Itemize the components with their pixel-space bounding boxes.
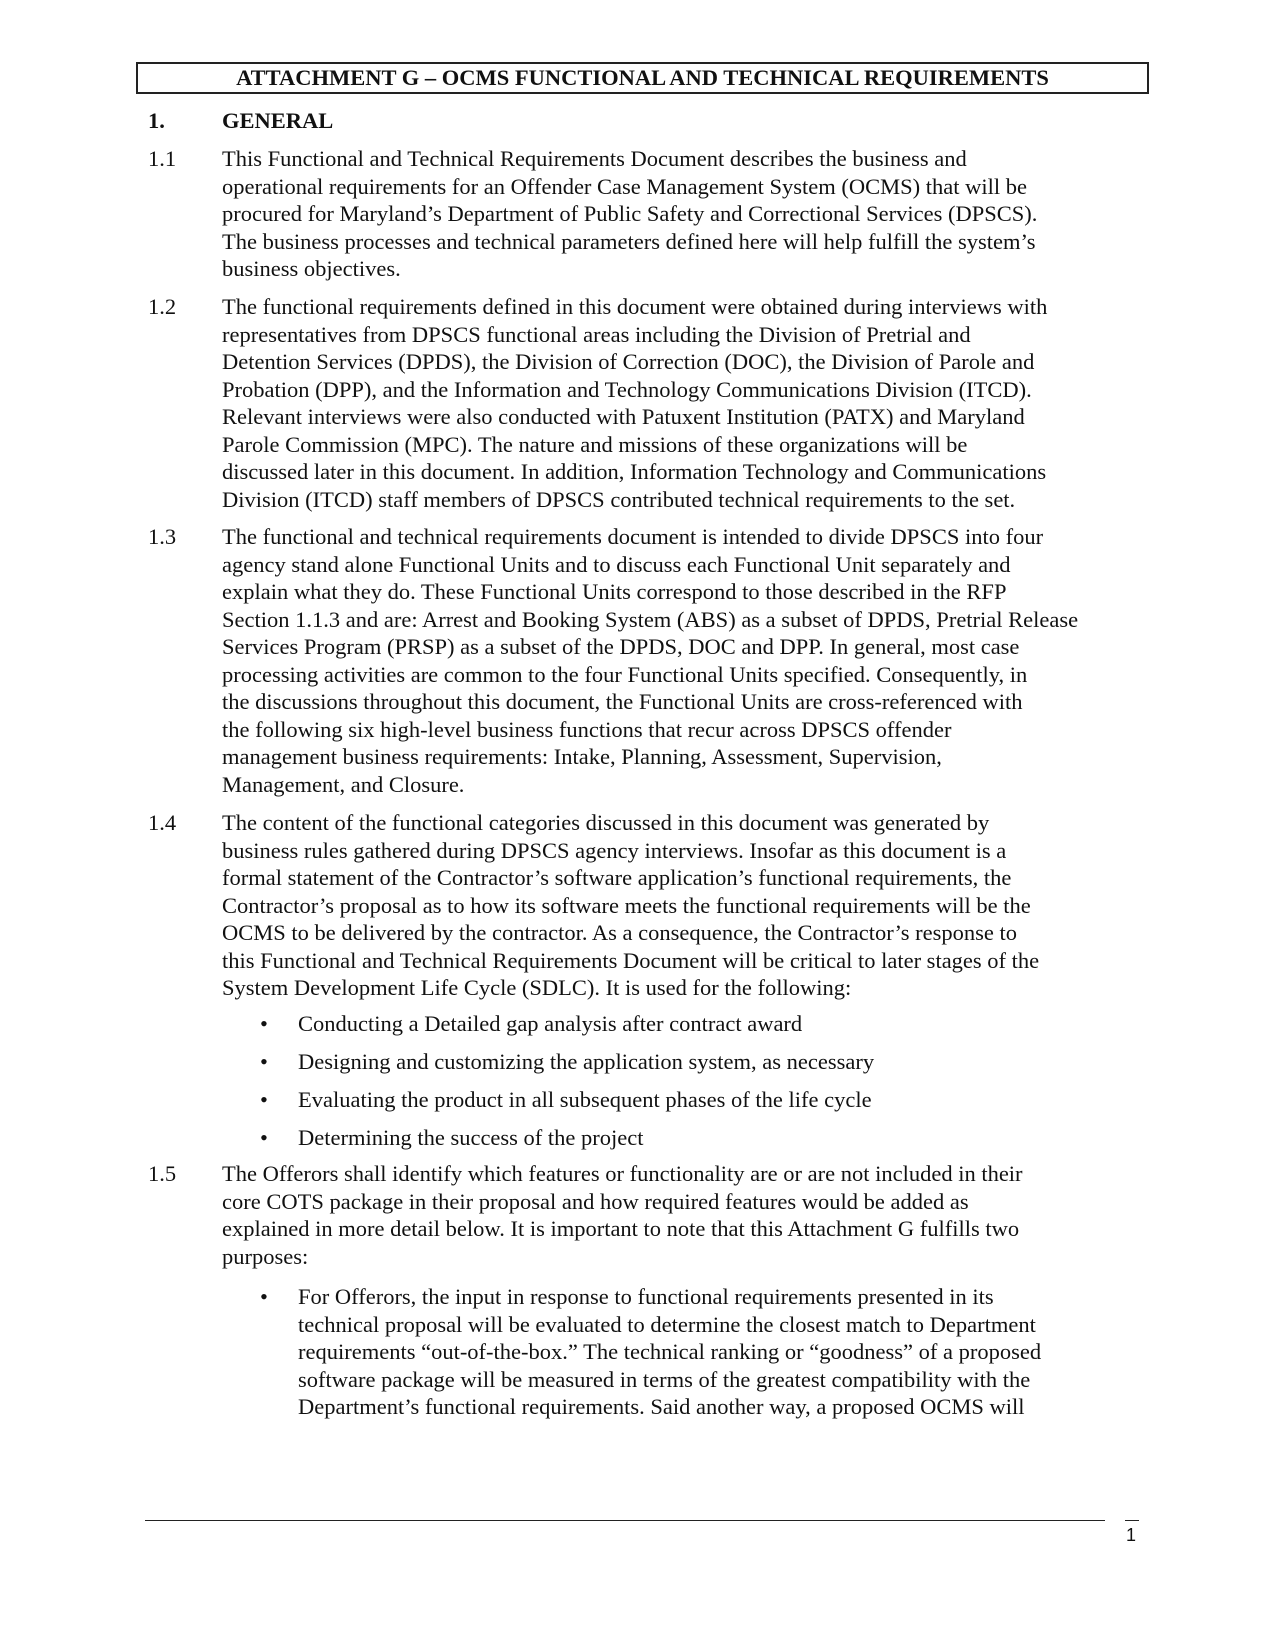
text-line: business rules gathered during DPSCS agency interviews. Insofar as this document is a bbox=[222, 837, 1007, 863]
list-item bbox=[260, 1283, 1120, 1423]
list-item bbox=[260, 1086, 1120, 1124]
text-line: the discussions throughout this document, the Functional Units are cross-referenced with bbox=[222, 689, 1023, 714]
text-line: This Functional and Technical Requirements Document describes the business and bbox=[222, 146, 967, 171]
list-item bbox=[260, 1048, 1120, 1086]
text-line: The business processes and technical parameters defined here will help fulfill the system’s bbox=[222, 228, 1036, 254]
list-item bbox=[260, 1010, 1120, 1048]
text-line: requirements “out-of-the-box.” The technical ranking or “goodness” of a proposed bbox=[298, 1339, 1042, 1364]
text-line: purposes: bbox=[222, 1243, 309, 1269]
paragraph-number: 1.1 bbox=[148, 146, 177, 171]
paragraph-number: 1.4 bbox=[148, 810, 177, 835]
bullet-list-1-4 bbox=[260, 1010, 1120, 1162]
bullet-icon: • bbox=[260, 1125, 268, 1150]
text-line: explained in more detail below. It is important to note that this Attachment G fulfills two bbox=[222, 1216, 1020, 1241]
page-number: 1 bbox=[1126, 1525, 1137, 1545]
text-line: OCMS to be delivered by the contractor. As a consequence, the Contractor’s response to bbox=[222, 920, 1018, 945]
paragraph-number: 1.2 bbox=[148, 294, 177, 319]
text-line: agency stand alone Functional Units and to discuss each Functional Unit separately and bbox=[222, 551, 1011, 577]
text-line: management business requirements: Intake, Planning, Assessment, Supervision, bbox=[222, 744, 942, 769]
bullet-icon: • bbox=[260, 1011, 268, 1036]
text-line: Contractor’s proposal as to how its software meets the functional requirements will be the bbox=[222, 892, 1031, 918]
footer-rule bbox=[145, 1520, 1105, 1521]
text-line: The Offerors shall identify which features or functionality are or are not included in their bbox=[222, 1161, 1023, 1186]
text-line: business objectives. bbox=[222, 256, 401, 281]
paragraph-number: 1.3 bbox=[148, 524, 177, 549]
text-line: procured for Maryland’s Department of Public Safety and Correctional Services (DPSCS). bbox=[222, 201, 1038, 226]
text-line: The functional and technical requirements document is intended to divide DPSCS into four bbox=[222, 524, 1044, 549]
list-item bbox=[260, 1124, 1120, 1162]
text-line: Relevant interviews were also conducted with Patuxent Institution (PATX) and Maryland bbox=[222, 404, 1025, 429]
text-line: System Development Life Cycle (SDLC). It is used for the following: bbox=[222, 975, 852, 1000]
text-line: representatives from DPSCS functional areas including the Division of Pretrial and bbox=[222, 321, 971, 347]
paragraph-text bbox=[222, 145, 1138, 283]
text-line: The content of the functional categories discussed in this document was generated by bbox=[222, 810, 990, 835]
bullet-icon: • bbox=[260, 1087, 268, 1112]
text-line: Section 1.1.3 and are: Arrest and Booking System (ABS) as a subset of DPDS, Pretrial Release bbox=[222, 606, 1079, 632]
paragraph-text bbox=[222, 1160, 1138, 1270]
section-number: 1. bbox=[148, 108, 165, 133]
text-line: Services Program (PRSP) as a subset of the DPDS, DOC and DPP. In general, most case bbox=[222, 634, 1020, 659]
text-line: this Functional and Technical Requirements Document will be critical to later stages of the bbox=[222, 947, 1040, 973]
paragraph-number: 1.5 bbox=[148, 1161, 177, 1186]
text-line: the following six high-level business functions that recur across DPSCS offender bbox=[222, 716, 952, 742]
text-line: operational requirements for an Offender Case Management System (OCMS) that will be bbox=[222, 173, 1027, 199]
footer-dash bbox=[1125, 1520, 1139, 1521]
text-line: processing activities are common to the four Functional Units specified. Consequently, in bbox=[222, 661, 1028, 687]
list-item-text bbox=[298, 1283, 1041, 1421]
text-line: Division (ITCD) staff members of DPSCS contributed technical requirements to the set. bbox=[222, 486, 1016, 512]
paragraph-text bbox=[222, 523, 1138, 798]
text-line: Parole Commission (MPC). The nature and missions of these organizations will be bbox=[222, 431, 968, 457]
text-line: For Offerors, the input in response to functional requirements presented in its bbox=[298, 1284, 994, 1309]
text-line: discussed later in this document. In addition, Information Technology and Communications bbox=[222, 459, 1047, 484]
section-title: GENERAL bbox=[222, 108, 334, 133]
list-item-text: Conducting a Detailed gap analysis after contract award bbox=[298, 1011, 803, 1036]
text-line: The functional requirements defined in this document were obtained during interviews with bbox=[222, 294, 1048, 319]
paragraph-text bbox=[222, 809, 1138, 1002]
text-line: formal statement of the Contractor’s software application’s functional requirements, the bbox=[222, 865, 1012, 890]
bullet-list-1-5 bbox=[260, 1283, 1120, 1423]
attachment-title: ATTACHMENT G – OCMS FUNCTIONAL AND TECHNICAL REQUIREMENTS bbox=[136, 62, 1149, 94]
text-line: Probation (DPP), and the Information and Technology Communications Division (ITCD). bbox=[222, 376, 1032, 402]
text-line: software package will be measured in terms of the greatest compatibility with the bbox=[298, 1366, 1031, 1392]
list-item-text: Evaluating the product in all subsequent phases of the life cycle bbox=[298, 1087, 872, 1112]
list-item-text: Designing and customizing the application system, as necessary bbox=[298, 1049, 875, 1074]
text-line: Department’s functional requirements. Said another way, a proposed OCMS will bbox=[298, 1394, 1025, 1419]
text-line: technical proposal will be evaluated to determine the closest match to Department bbox=[298, 1311, 1036, 1337]
bullet-icon: • bbox=[260, 1049, 268, 1074]
text-line: Detention Services (DPDS), the Division of Correction (DOC), the Division of Parole and bbox=[222, 349, 1035, 374]
paragraph-text bbox=[222, 293, 1138, 513]
bullet-icon: • bbox=[260, 1284, 268, 1309]
text-line: core COTS package in their proposal and how required features would be added as bbox=[222, 1188, 969, 1214]
text-line: explain what they do. These Functional Units correspond to those described in the RFP bbox=[222, 579, 1007, 604]
text-line: Management, and Closure. bbox=[222, 771, 465, 797]
list-item-text: Determining the success of the project bbox=[298, 1125, 644, 1150]
